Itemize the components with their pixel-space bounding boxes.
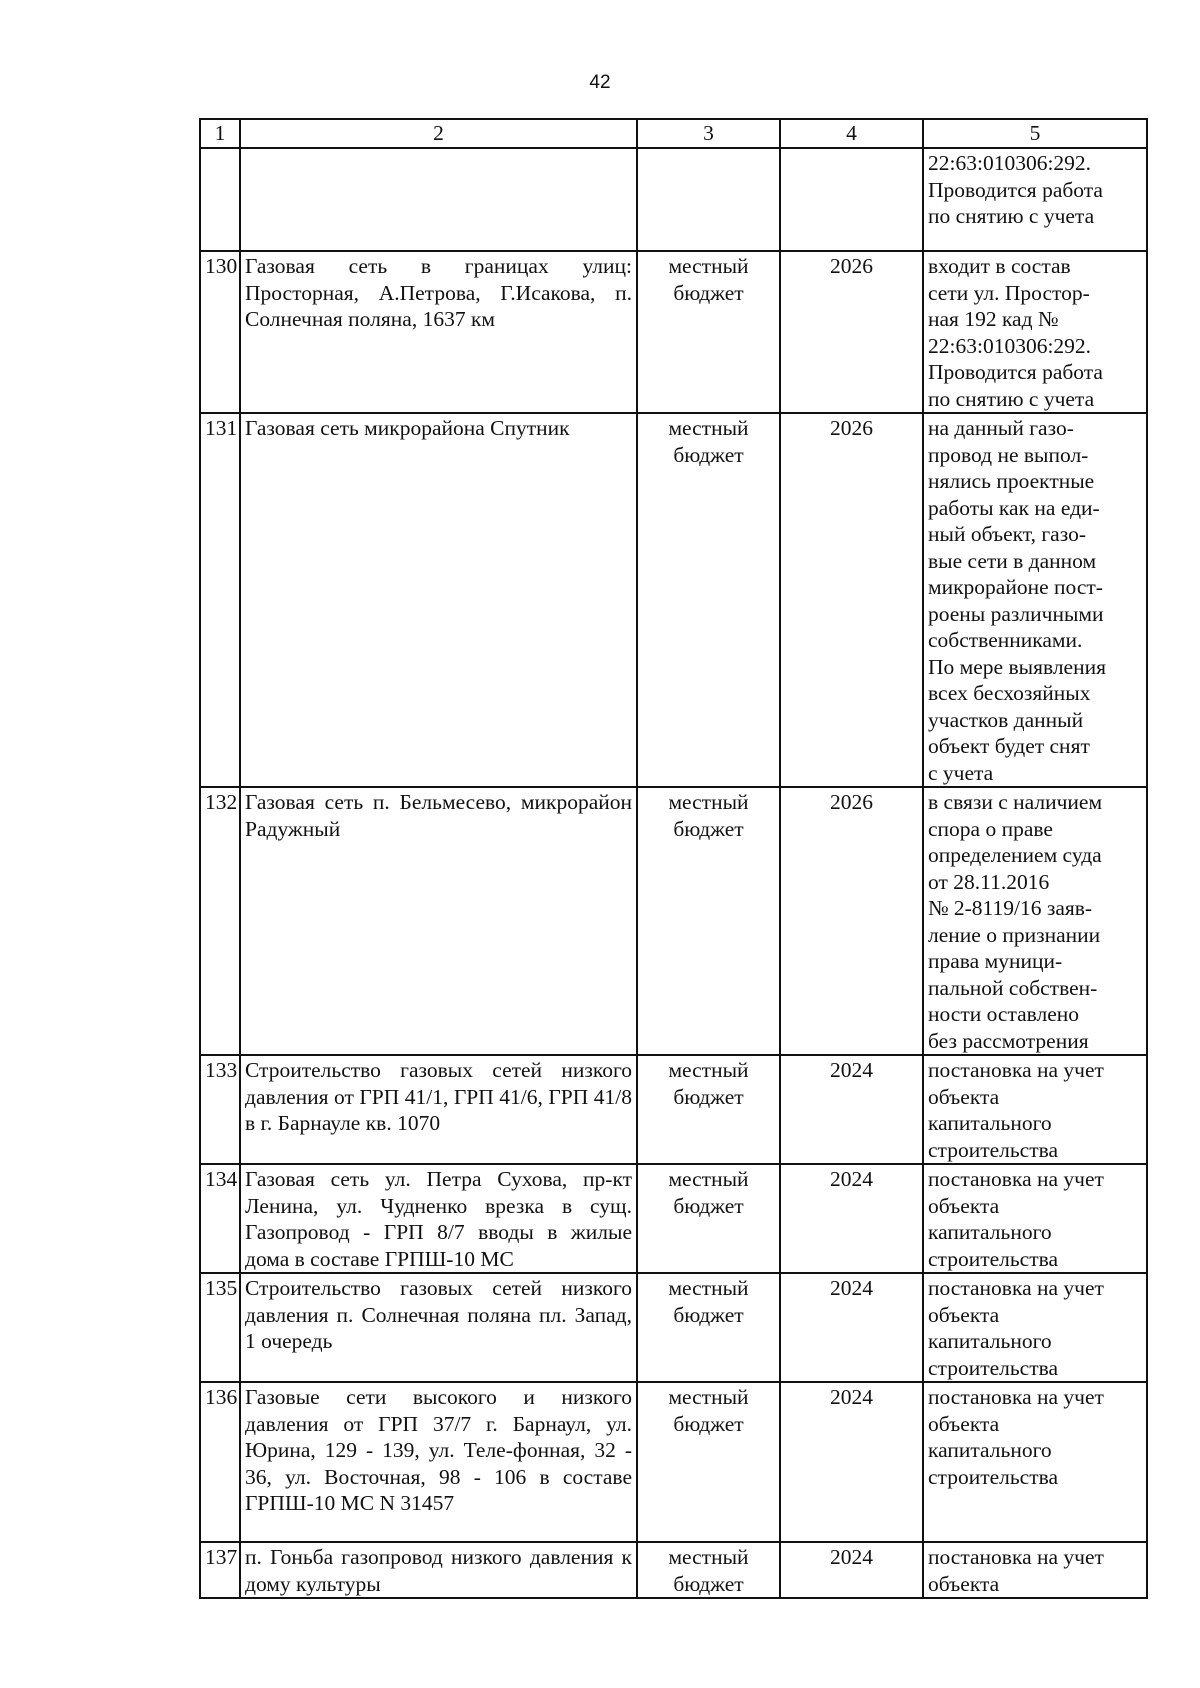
table-row xyxy=(200,251,1147,413)
object-name: Газовая сеть ул. Петра Сухова, пр-кт Ленина, ул. Чудненко врезка в сущ. Газопровод - ГРП 8/7 вводы в жилые дома в составе ГРПШ-10 МС xyxy=(240,1164,637,1273)
year: 2024 xyxy=(780,1273,923,1382)
note-text: постановка на учет объекта xyxy=(928,1545,1104,1596)
funding-source xyxy=(637,148,780,251)
year: 2024 xyxy=(780,1055,923,1164)
note-cell xyxy=(923,1542,1147,1598)
year: 2026 xyxy=(780,787,923,1055)
year xyxy=(780,148,923,251)
page-number: 42 xyxy=(589,72,611,93)
year: 2024 xyxy=(780,1382,923,1542)
object-name: Газовые сети высокого и низкого давления от ГРП 37/7 г. Барнаул, ул. Юрина, 129 - 139, ул. Теле-фонная, 32 - 36, ул. Восточная, 98 - 106 в составе ГРПШ-10 МС N 31457 xyxy=(240,1382,637,1542)
note-text: в связи с наличием спора о праве определением суда от 28.11.2016 № 2-8119/16 заяв- ление о признании права муници- пальной собствен- ности оставлено без рассмотрения xyxy=(928,790,1103,1053)
funding-source: местный бюджет xyxy=(637,413,780,787)
row-number: 132 xyxy=(200,787,240,1055)
table-row xyxy=(200,1055,1147,1164)
note-cell xyxy=(923,148,1147,251)
funding-source: местный бюджет xyxy=(637,1542,780,1598)
funding-source: местный бюджет xyxy=(637,787,780,1055)
table-row xyxy=(200,1164,1147,1273)
row-number: 136 xyxy=(200,1382,240,1542)
table-header-row xyxy=(200,119,1147,148)
row-number: 137 xyxy=(200,1542,240,1598)
note-text: постановка на учет объекта капитального строительства xyxy=(928,1385,1104,1489)
note-text: на данный газо- провод не выпол- нялись проектные работы как на еди- ный объект, газо- вые сети в данном микрорайоне пост- роены различными собственниками. По мере выявления всех бесхозяйных участков данный объект будет снят с учета xyxy=(928,416,1106,785)
note-text: постановка на учет объекта капитального строительства xyxy=(928,1058,1104,1162)
row-number: 133 xyxy=(200,1055,240,1164)
document-table xyxy=(199,118,1148,1599)
funding-source: местный бюджет xyxy=(637,251,780,413)
note-cell xyxy=(923,787,1147,1055)
column-header: 3 xyxy=(637,119,780,148)
column-header: 4 xyxy=(780,119,923,148)
row-number xyxy=(200,148,240,251)
row-number: 134 xyxy=(200,1164,240,1273)
funding-source: местный бюджет xyxy=(637,1273,780,1382)
table-row xyxy=(200,1273,1147,1382)
object-name: Строительство газовых сетей низкого давления от ГРП 41/1, ГРП 41/6, ГРП 41/8 в г. Барнауле кв. 1070 xyxy=(240,1055,637,1164)
note-text: постановка на учет объекта капитального строительства xyxy=(928,1276,1104,1380)
table-row xyxy=(200,787,1147,1055)
year: 2024 xyxy=(780,1164,923,1273)
row-number: 130 xyxy=(200,251,240,413)
column-header: 1 xyxy=(200,119,240,148)
table-row xyxy=(200,1382,1147,1542)
note-cell xyxy=(923,1164,1147,1273)
object-name: Газовая сеть в границах улиц: Просторная, А.Петрова, Г.Исакова, п. Солнечная поляна, 1637 км xyxy=(240,251,637,413)
object-name: Газовая сеть п. Бельмесево, микрорайон Радужный xyxy=(240,787,637,1055)
column-header: 5 xyxy=(923,119,1147,148)
object-name: Строительство газовых сетей низкого давления п. Солнечная поляна пл. Запад, 1 очередь xyxy=(240,1273,637,1382)
funding-source: местный бюджет xyxy=(637,1164,780,1273)
object-name: п. Гоньба газопровод низкого давления к дому культуры xyxy=(240,1542,637,1598)
column-header: 2 xyxy=(240,119,637,148)
year: 2026 xyxy=(780,413,923,787)
funding-source: местный бюджет xyxy=(637,1055,780,1164)
table-row xyxy=(200,148,1147,251)
note-cell xyxy=(923,251,1147,413)
object-name xyxy=(240,148,637,251)
note-cell xyxy=(923,1273,1147,1382)
note-text: постановка на учет объекта капитального строительства xyxy=(928,1167,1104,1271)
year: 2026 xyxy=(780,251,923,413)
note-text: 22:63:010306:292. Проводится работа по снятию с учета xyxy=(928,151,1103,228)
row-number: 131 xyxy=(200,413,240,787)
year: 2024 xyxy=(780,1542,923,1598)
table-row xyxy=(200,1542,1147,1598)
funding-source: местный бюджет xyxy=(637,1382,780,1542)
note-text: входит в состав сети ул. Простор- ная 192 кад № 22:63:010306:292. Проводится работа по снятию с учета xyxy=(928,254,1103,411)
object-name: Газовая сеть микрорайона Спутник xyxy=(240,413,637,787)
table-row xyxy=(200,413,1147,787)
note-cell xyxy=(923,413,1147,787)
note-cell xyxy=(923,1382,1147,1542)
note-cell xyxy=(923,1055,1147,1164)
row-number: 135 xyxy=(200,1273,240,1382)
